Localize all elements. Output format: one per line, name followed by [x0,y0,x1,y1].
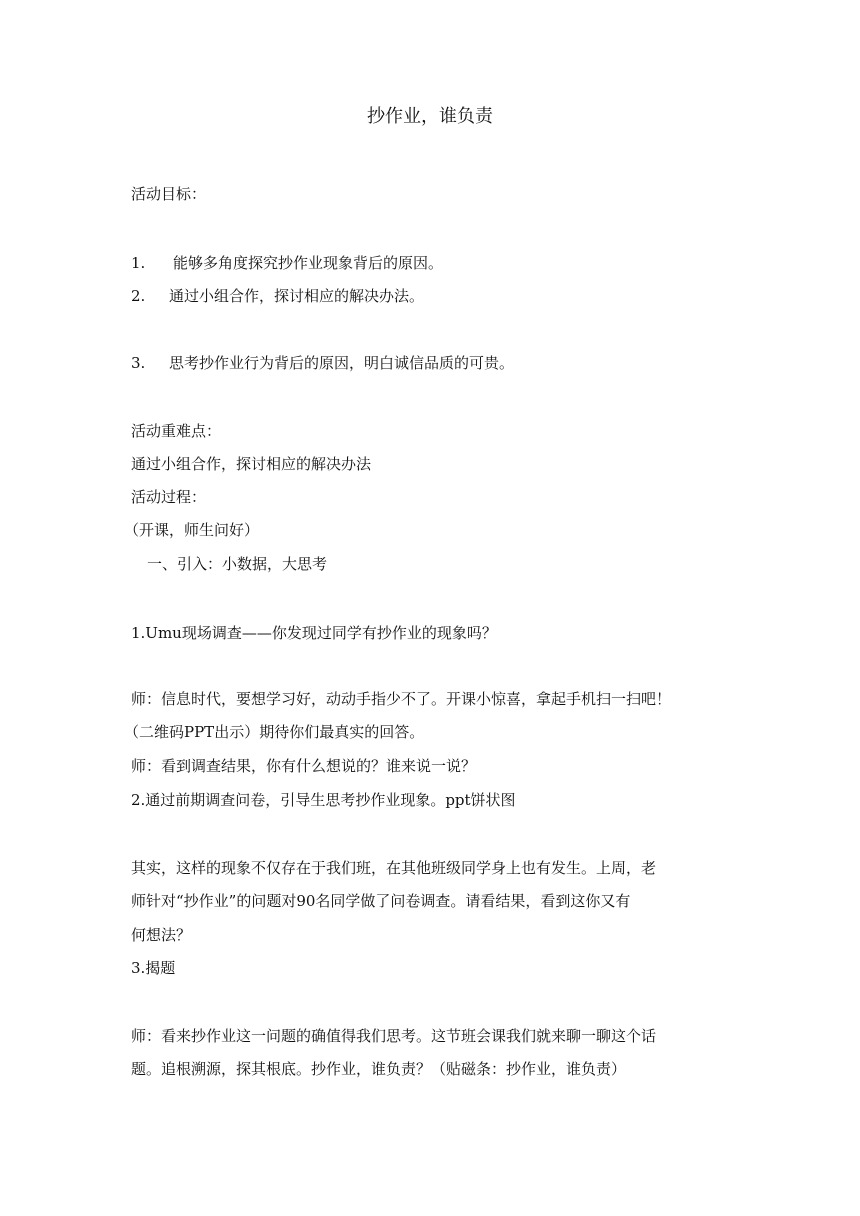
opening-note: （开课，师生问好） [124,521,260,539]
goal-item-1 [131,252,443,274]
section-1-heading: 一、引入：小数据，大思考 [147,555,328,573]
process-heading: 活动过程： [131,488,207,506]
paragraph-2: 师：看到调查结果，你有什么想说的？谁来说一说？ [131,757,477,775]
key-points-text: 通过小组合作，探讨相应的解决办法 [131,455,372,473]
paragraph-3-line-2: 师针对“抄作业”的问题对90名同学做了问卷调查。请看结果，看到这你又有 [131,892,631,910]
key-points-heading: 活动重难点： [131,422,222,440]
document-title: 抄作业，谁负责 [367,106,493,127]
paragraph-3-line-3: 何想法？ [131,926,192,944]
goal-text: 通过小组合作，探讨相应的解决办法。 [169,287,425,305]
goal-number: 3. [131,354,146,372]
paragraph-1-line-2: （二维码PPT出示）期待你们最真实的回答。 [124,723,425,741]
step-3: 3.揭题 [131,959,176,977]
paragraph-3-line-1: 其实，这样的现象不仅存在于我们班，在其他班级同学身上也有发生。上周，老 [131,859,657,877]
goals-heading: 活动目标： [131,185,207,203]
goal-number: 1. [131,254,146,272]
paragraph-4-line-1: 师：看来抄作业这一问题的确值得我们思考。这节班会课我们就来聊一聊这个话 [131,1027,657,1045]
step-1: 1.Umu现场调查——你发现过同学有抄作业的现象吗？ [131,624,497,642]
step-2: 2.通过前期调查问卷，引导生思考抄作业现象。ppt饼状图 [131,791,516,809]
goal-item-3 [131,352,514,374]
goal-text: 思考抄作业行为背后的原因，明白诚信品质的可贵。 [169,354,515,372]
goal-text: 能够多角度探究抄作业现象背后的原因。 [173,254,444,272]
paragraph-1-line-1: 师：信息时代，要想学习好，动动手指少不了。开课小惊喜，拿起手机扫一扫吧！ [131,690,672,708]
goal-item-2 [131,285,424,307]
goal-number: 2. [131,287,146,305]
paragraph-4-line-2: 题。追根溯源，探其根底。抄作业，谁负责？（贴磁条：抄作业，谁负责） [131,1060,627,1078]
